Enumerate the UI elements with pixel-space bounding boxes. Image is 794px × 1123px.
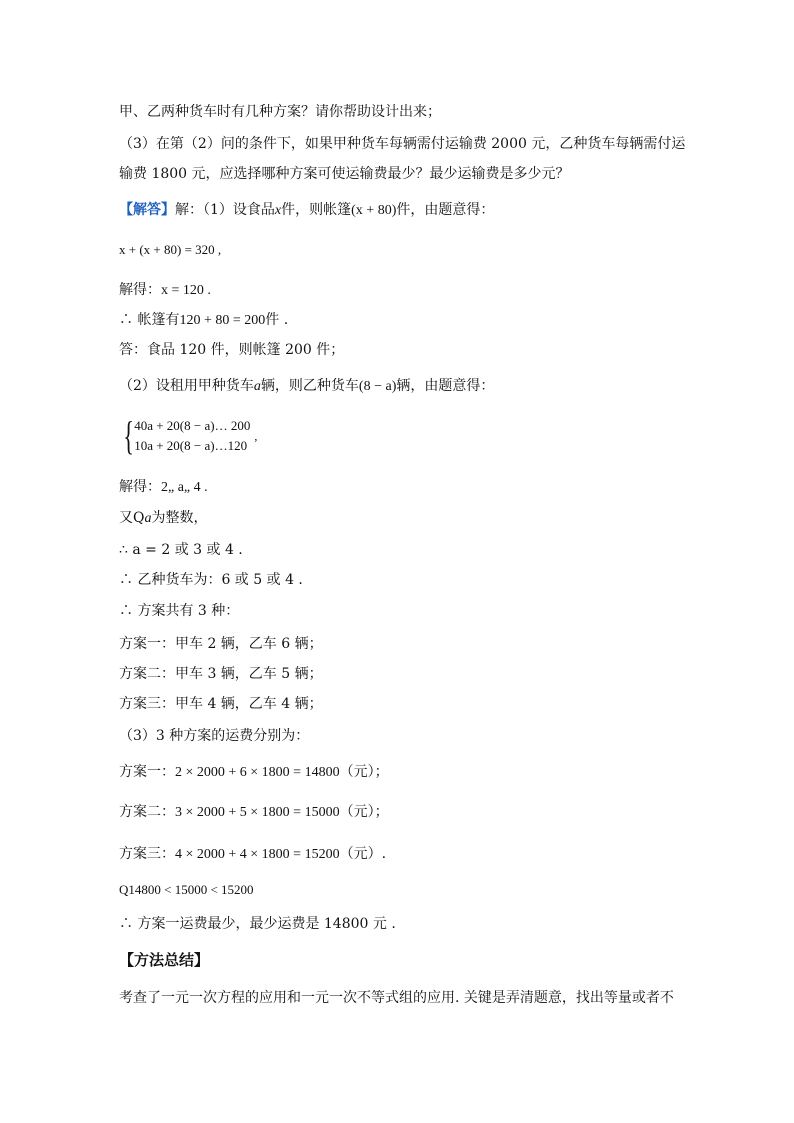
solution-2: 解得：2„ a„ 4 .	[119, 479, 208, 495]
solution-intro: 【解答】解：（1）设食品x件，则帐篷(x + 80)件，由题意得：	[119, 202, 495, 218]
part-2-intro: （2）设租用甲种货车a辆，则乙种货车(8 − a)辆，由题意得：	[119, 378, 495, 394]
b-values: ∴ 乙种货车为：6 或 5 或 4 .	[119, 572, 303, 588]
part-3-intro: （3）3 种方案的运费分别为：	[119, 728, 310, 744]
inequality-system: { 40a + 20(8 − a)… 200 10a + 20(8 − a)…120 ,	[123, 413, 258, 458]
conclusion: ∴ 方案一运费最少，最少运费是 14800 元 .	[119, 916, 396, 932]
left-brace: {	[123, 413, 134, 458]
question-line-3: 输费 1800 元，应选择哪种方案可使运输费最少？最少运输费是多少元？	[119, 166, 570, 182]
question-line-1: 甲、乙两种货车时有几种方案？请你帮助设计出来；	[119, 104, 441, 120]
a-values: ∴ a = 2 或 3 或 4 .	[119, 542, 243, 558]
inequality-row-1: 40a + 20(8 − a)… 200	[134, 418, 251, 433]
cost-comparison: Q14800 < 15000 < 15200	[119, 882, 254, 897]
plan-count: ∴ 方案共有 3 种：	[119, 603, 240, 619]
cost-plan-1: 方案一：2 × 2000 + 6 × 1800 = 14800（元）；	[119, 764, 389, 780]
cost-plan-3: 方案三：4 × 2000 + 4 × 1800 = 15200（元）.	[119, 846, 387, 862]
tent-count: ∴ 帐篷有120 + 80 = 200件 .	[119, 312, 289, 328]
solution-1: 解得：x = 120 .	[119, 282, 211, 298]
plan-3: 方案三：甲车 4 辆，乙车 4 辆；	[119, 696, 323, 712]
question-line-2: （3）在第（2）问的条件下，如果甲种货车每辆需付运输费 2000 元，乙种货车每辆需付运	[119, 136, 686, 152]
equation-1: x + (x + 80) = 320 ,	[119, 242, 222, 257]
integer-note: 又Qa为整数，	[119, 510, 208, 526]
inequality-row-2: 10a + 20(8 − a)…120	[134, 438, 248, 453]
summary-heading: 【方法总结】	[119, 951, 210, 969]
plan-1: 方案一：甲车 2 辆，乙车 6 辆；	[119, 636, 323, 652]
cost-plan-2: 方案二：3 × 2000 + 5 × 1800 = 15000（元）；	[119, 804, 389, 820]
summary-text: 考查了一元一次方程的应用和一元一次不等式组的应用. 关键是弄清题意，找出等量或者不	[119, 990, 674, 1006]
plan-2: 方案二：甲车 3 辆，乙车 5 辆；	[119, 666, 323, 682]
answer-tag: 【解答】	[119, 202, 175, 218]
answer-1: 答：食品 120 件，则帐篷 200 件；	[119, 342, 345, 358]
